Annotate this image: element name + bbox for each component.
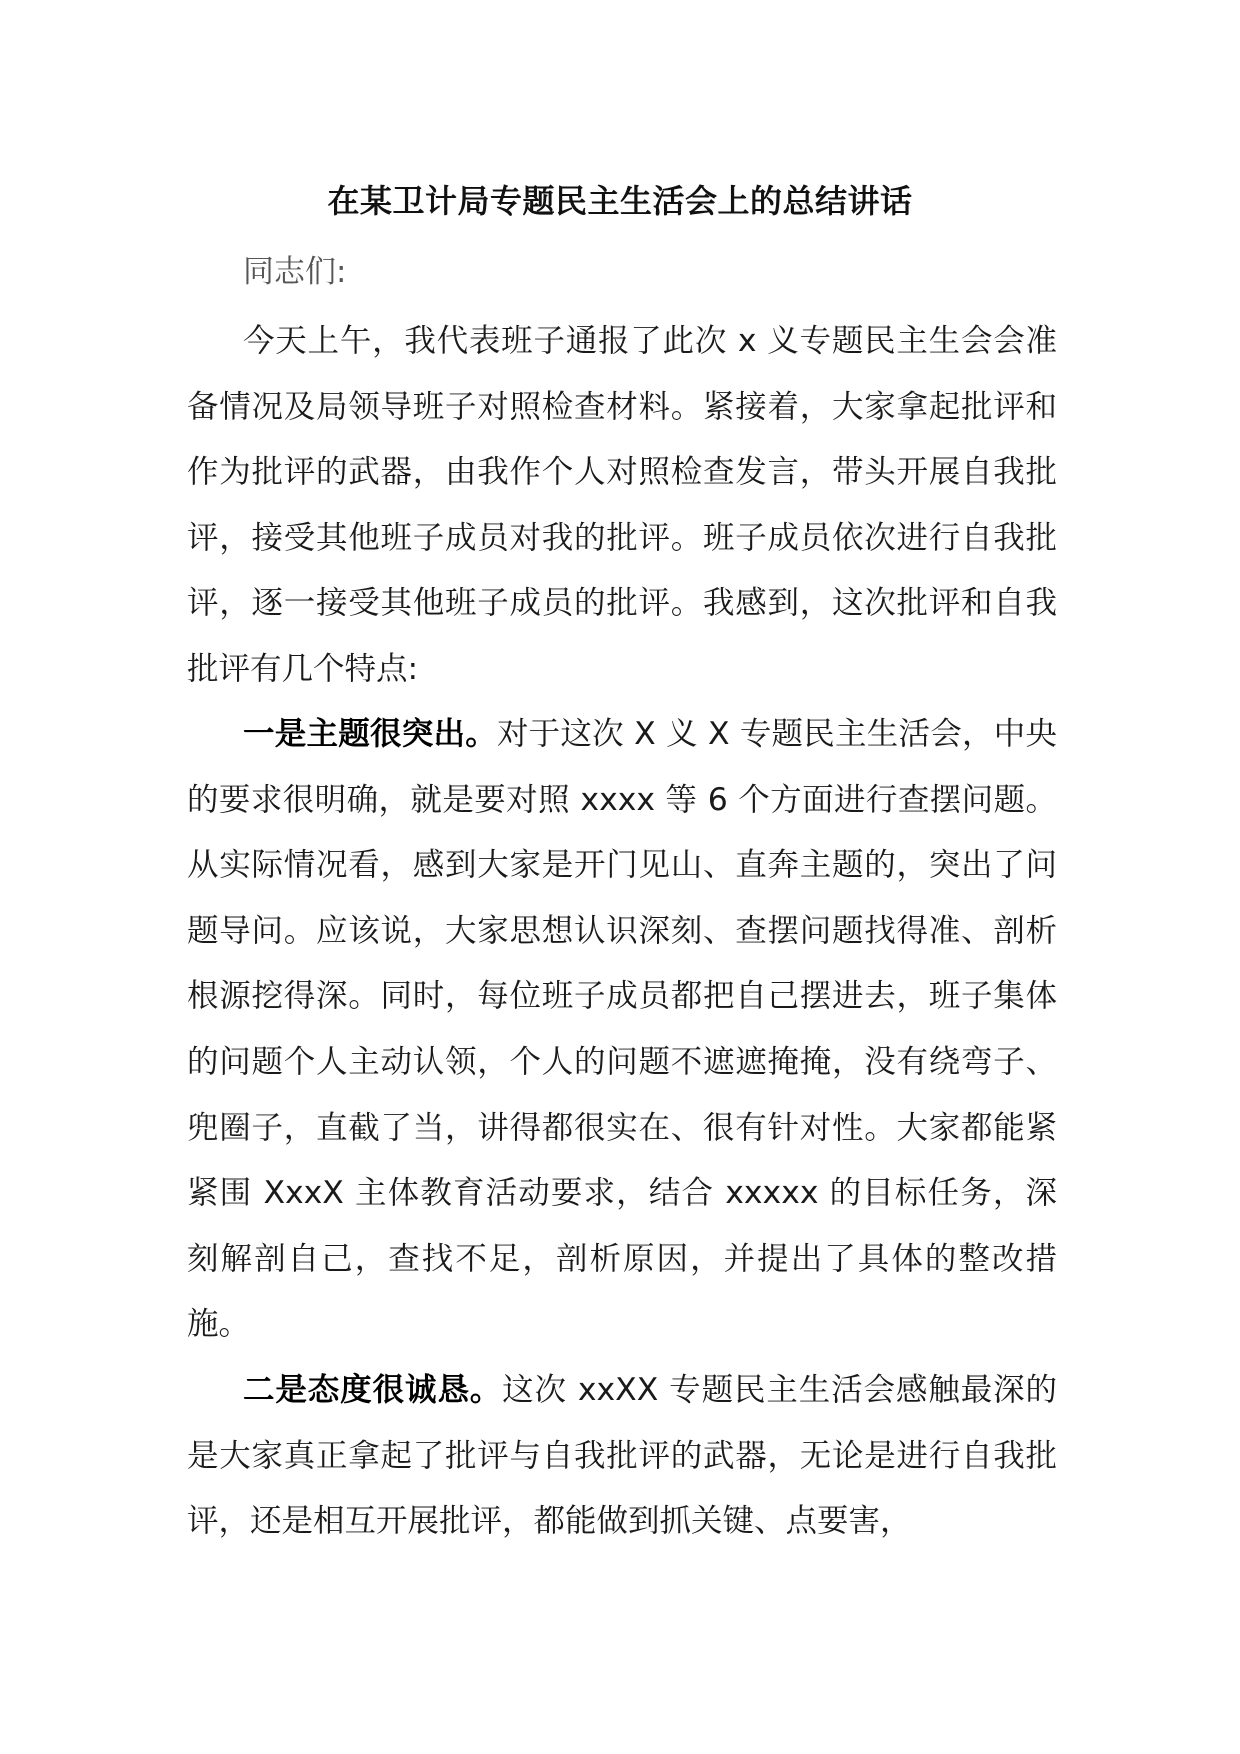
paragraph-point-one xyxy=(187,702,1057,1358)
paragraph-lead: 一是主题很突出。 xyxy=(243,716,497,752)
paragraph-lead: 二是态度很诚恳。 xyxy=(243,1372,503,1408)
paragraph-text: 对于这次 X 义 X 专题民主生活会，中央的要求很明确，就是要对照 xxxx 等 6 个方面进行查摆问题。从实际情况看，感到大家是开门见山、直奔主题的，突出了问题导问。应该说，大家思想认识深刻、查摆问题找得准、剖析根源挖得深。同时，每位班子成员都把自己摆进去，班子集体的问题个人主动认领，个人的问题不遮遮掩掩，没有绕弯子、兜圈子，直截了当，讲得都很实在、很有针对性。大家都能紧紧围 XxxX 主体教育活动要求，结合 xxxxx 的目标任务，深刻解剖自己，查找不足，剖析原因，并提出了具体的整改措施。 xyxy=(187,716,1057,1343)
greeting: 同志们: xyxy=(243,254,347,290)
paragraph-point-two xyxy=(187,1358,1057,1555)
paragraph-text: 这次 xxXX 专题民主生活会感触最深的是大家真正拿起了批评与自我批评的武器，无论是进行自我批评，还是相互开展批评，都能做到抓关键、点要害， xyxy=(187,1372,1057,1540)
paragraph-intro xyxy=(187,309,1057,703)
paragraph-text: 今天上午，我代表班子通报了此次 x 义专题民主生会会准备情况及局领导班子对照检查材料。紧接着，大家拿起批评和作为批评的武器，由我作个人对照检查发言，带头开展自我批评，接受其他班子成员对我的批评。班子成员依次进行自我批评，逐一接受其他班子成员的批评。我感到，这次批评和自我批评有几个特点: xyxy=(187,323,1057,687)
document-title: 在某卫计局专题民主生活会上的总结讲话 xyxy=(327,182,913,220)
